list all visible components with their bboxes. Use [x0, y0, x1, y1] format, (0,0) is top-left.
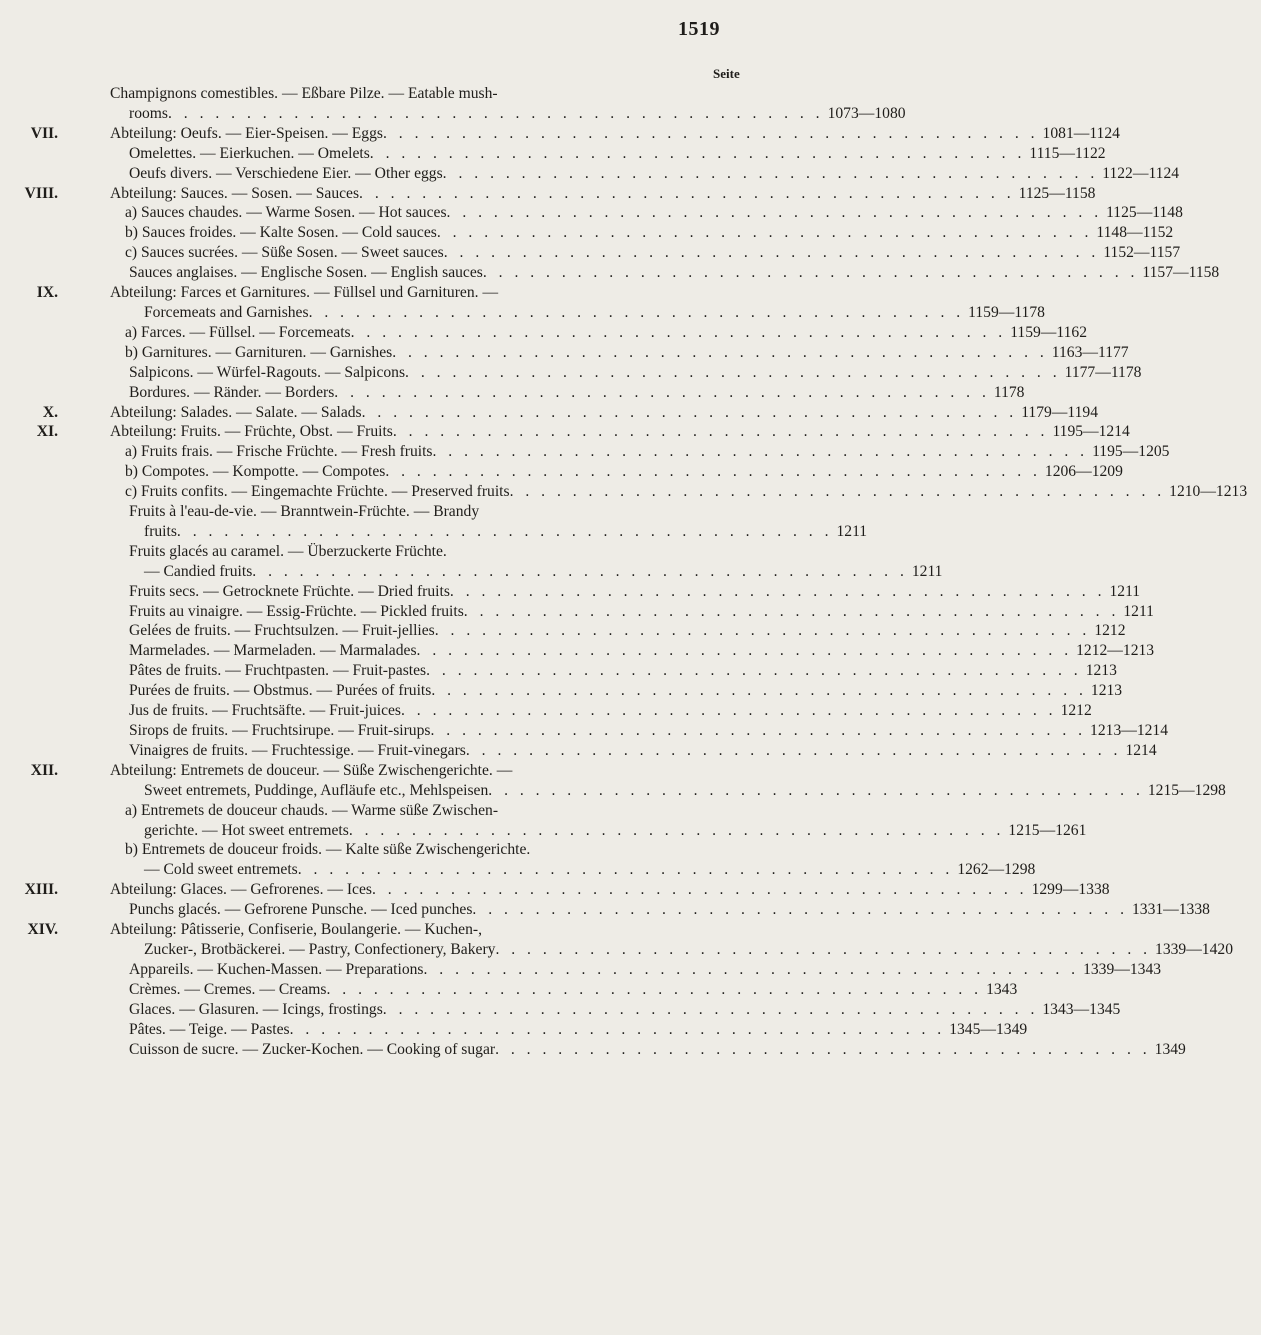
dot-leader: . . . . . . . . . . . . . . . . . . . . . . . . . . . . . . . . . . . . . . . . . .	[431, 682, 1087, 700]
toc-line	[22, 741, 1157, 761]
toc-entry	[22, 502, 868, 542]
toc-entry	[22, 184, 1096, 204]
page-range: 1211	[1109, 582, 1141, 600]
dot-leader: . . . . . . . . . . . . . . . . . . . . . . . . . . . . . . . . . . . . . . . . . .	[472, 901, 1128, 919]
dot-leader: . . . . . . . . . . . . . . . . . . . . . . . . . . . . . . . . . . . . . . . . . .	[416, 642, 1073, 660]
page-range: 1159—1178	[968, 303, 1045, 321]
toc-entry	[22, 542, 943, 582]
entry-title: Sweet entremets, Puddinge, Aufläufe etc., Mehlspeisen	[144, 781, 489, 799]
dot-leader: . . . . . . . . . . . . . . . . . . . . . . . . . . . . . . . . . . . . . . . . . .	[297, 861, 954, 879]
entry-title: Pâtes de fruits. — Fruchtpasten. — Fruit-pastes	[129, 662, 427, 680]
toc-line	[22, 920, 788, 940]
toc-entry	[22, 801, 1087, 841]
entry-title: gerichte. — Hot sweet entremets	[144, 821, 349, 839]
toc-line	[22, 84, 788, 104]
toc-entry	[22, 442, 1170, 462]
toc-line	[22, 104, 906, 124]
toc-line	[22, 403, 1099, 423]
toc-entry	[22, 283, 1045, 323]
page-range: 1262—1298	[957, 861, 1036, 879]
entry-title: a) Sauces chaudes. — Warme Sosen. — Hot sauces	[125, 204, 447, 222]
page-range: 1157—1158	[1142, 264, 1220, 282]
entry-title: Sauces anglaises. — Englische Sosen. — English sauces	[129, 264, 483, 282]
toc-entry	[22, 960, 1162, 980]
toc-entry	[22, 900, 1210, 920]
toc-line	[22, 462, 1123, 482]
entry-title: b) Sauces froides. — Kalte Sosen. — Cold sauces	[125, 224, 437, 242]
toc-line	[22, 223, 1174, 243]
page-range: 1339—1343	[1083, 960, 1162, 978]
toc-entry	[22, 422, 1130, 442]
page-range: 1213	[1090, 682, 1123, 700]
toc-line	[22, 343, 1129, 363]
dot-leader: . . . . . . . . . . . . . . . . . . . . . . . . . . . . . . . . . . . . . . . . . .	[350, 323, 1007, 341]
section-number: XI.	[36, 423, 58, 441]
toc-line	[22, 681, 1123, 701]
toc-entry	[22, 124, 1120, 144]
page-range: 1179—1194	[1021, 403, 1099, 421]
entry-title: Oeufs divers. — Verschiedene Eier. — Other eggs	[129, 164, 443, 182]
toc-line	[22, 263, 1220, 283]
toc-line	[22, 363, 1142, 383]
toc-entry	[22, 701, 1092, 721]
page-range: 1343	[986, 980, 1018, 998]
seite-column-label: Seite	[713, 66, 740, 81]
entry-title: Gelées de fruits. — Fruchtsulzen. — Fruit-jellies	[129, 622, 435, 640]
dot-leader: . . . . . . . . . . . . . . . . . . . . . . . . . . . . . . . . . . . . . . . . . .	[382, 124, 1039, 142]
dot-leader: . . . . . . . . . . . . . . . . . . . . . . . . . . . . . . . . . . . . . . . . . .	[369, 144, 1026, 162]
section-number: XIV.	[27, 921, 58, 939]
toc-line	[22, 383, 1025, 403]
toc-entry	[22, 403, 1099, 423]
toc-line	[22, 164, 1180, 184]
dot-leader: . . . . . . . . . . . . . . . . . . . . . . . . . . . . . . . . . . . . . . . . . .	[401, 702, 1057, 720]
entry-title: Fruits au vinaigre. — Essig-Früchte. — Pickled fruits	[129, 602, 464, 620]
dot-leader: . . . . . . . . . . . . . . . . . . . . . . . . . . . . . . . . . . . . . . . . . .	[436, 224, 1093, 242]
entry-title: Champignons comestibles. — Eßbare Pilze. — Eatable mush-	[110, 85, 498, 102]
dot-leader: . . . . . . . . . . . . . . . . . . . . . . . . . . . . . . . . . . . . . . . . . .	[252, 562, 908, 580]
page-range: 1211	[911, 562, 943, 580]
dot-leader: . . . . . . . . . . . . . . . . . . . . . . . . . . . . . . . . . . . . . . . . . .	[434, 622, 1091, 640]
entry-title: Glaces. — Glasuren. — Icings, frostings	[129, 1000, 383, 1018]
entry-title: Abteilung: Pâtisserie, Confiserie, Boulangerie. — Kuchen-,	[110, 921, 482, 939]
entry-title: Abteilung: Oeufs. — Eier-Speisen. — Eggs	[110, 124, 383, 142]
toc-line	[22, 184, 1096, 204]
entry-title: b) Garnitures. — Garnituren. — Garnishes	[125, 343, 393, 361]
dot-leader: . . . . . . . . . . . . . . . . . . . . . . . . . . . . . . . . . . . . . . . . . .	[167, 104, 824, 122]
dot-leader: . . . . . . . . . . . . . . . . . . . . . . . . . . . . . . . . . . . . . . . . . .	[463, 602, 1120, 620]
table-of-contents	[22, 84, 1248, 1059]
dot-leader: . . . . . . . . . . . . . . . . . . . . . . . . . . . . . . . . . . . . . . . . . .	[392, 343, 1048, 361]
toc-line	[22, 1000, 1121, 1020]
page-range: 1081—1124	[1042, 124, 1120, 142]
toc-entry	[22, 383, 1025, 403]
entry-title: Abteilung: Farces et Garnitures. — Füllsel und Garnituren. —	[110, 284, 499, 302]
page-range: 1125—1158	[1018, 184, 1096, 202]
dot-leader: . . . . . . . . . . . . . . . . . . . . . . . . . . . . . . . . . . . . . . . . . .	[430, 722, 1087, 739]
entry-title: a) Fruits frais. — Frische Früchte. — Fresh fruits	[125, 443, 433, 461]
entry-title: c) Fruits confits. — Eingemachte Früchte. — Preserved fruits	[125, 483, 510, 501]
toc-entry	[22, 1020, 1028, 1040]
toc-entry	[22, 323, 1088, 343]
page-range: 1177—1178	[1064, 363, 1142, 381]
page-range: 1349	[1154, 1040, 1186, 1058]
toc-line	[22, 661, 1117, 681]
page-range: 1214	[1125, 741, 1157, 759]
page-range: 1331—1338	[1131, 901, 1210, 919]
dot-leader: . . . . . . . . . . . . . . . . . . . . . . . . . . . . . . . . . . . . . . . . . .	[334, 383, 990, 401]
dot-leader: . . . . . . . . . . . . . . . . . . . . . . . . . . . . . . . . . . . . . . . . . .	[326, 980, 983, 998]
toc-entry	[22, 582, 1141, 602]
toc-entry	[22, 1040, 1186, 1060]
dot-leader: . . . . . . . . . . . . . . . . . . . . . . . . . . . . . . . . . . . . . . . . . .	[432, 443, 1089, 461]
toc-entry	[22, 243, 1181, 263]
page-range: 1343—1345	[1042, 1000, 1121, 1018]
entry-title: Fruits glacés au caramel. — Überzuckerte Früchte.	[129, 542, 447, 560]
toc-line	[22, 641, 1155, 661]
dot-leader: . . . . . . . . . . . . . . . . . . . . . . . . . . . . . . . . . . . . . . . . . .	[446, 204, 1103, 222]
section-number: VIII.	[24, 184, 58, 202]
dot-leader: . . . . . . . . . . . . . . . . . . . . . . . . . . . . . . . . . . . . . . . . . .	[308, 303, 965, 321]
toc-entry	[22, 84, 906, 124]
page-range: 1212—1213	[1076, 642, 1155, 660]
page-range: 1213	[1085, 662, 1117, 680]
entry-title: Punchs glacés. — Gefrorene Punsche. — Iced punches	[129, 901, 473, 919]
entry-title: Omelettes. — Eierkuchen. — Omelets	[129, 144, 370, 162]
toc-line	[22, 502, 788, 522]
page-range: 1122—1124	[1102, 164, 1180, 182]
toc-entry	[22, 203, 1183, 223]
toc-line	[22, 562, 943, 582]
toc-line	[22, 960, 1162, 980]
toc-line	[22, 243, 1181, 263]
dot-leader: . . . . . . . . . . . . . . . . . . . . . . . . . . . . . . . . . . . . . . . . . .	[449, 582, 1106, 600]
entry-title: Abteilung: Glaces. — Gefrorenes. — Ices	[110, 881, 372, 899]
toc-line	[22, 303, 1045, 323]
toc-line	[22, 840, 788, 860]
entry-title: Crèmes. — Cremes. — Creams	[129, 980, 327, 998]
toc-line	[22, 900, 1210, 920]
toc-entry	[22, 741, 1157, 761]
section-number: VII.	[30, 124, 58, 142]
dot-leader: . . . . . . . . . . . . . . . . . . . . . . . . . . . . . . . . . . . . . . . . . .	[488, 781, 1144, 799]
entry-title: — Cold sweet entremets	[144, 861, 298, 879]
toc-line	[22, 860, 1036, 880]
page-range: 1211	[1123, 602, 1154, 620]
toc-line	[22, 980, 1018, 1000]
toc-entry	[22, 602, 1154, 622]
toc-line	[22, 701, 1092, 721]
entry-title: Abteilung: Salades. — Salate. — Salads	[110, 403, 362, 421]
dot-leader: . . . . . . . . . . . . . . . . . . . . . . . . . . . . . . . . . . . . . . . . . .	[509, 483, 1166, 501]
dot-leader: . . . . . . . . . . . . . . . . . . . . . . . . . . . . . . . . . . . . . . . . . .	[495, 940, 1152, 958]
entry-title: Fruits à l'eau-de-vie. — Branntwein-Früchte. — Brandy	[129, 503, 480, 521]
page-range: 1115—1122	[1029, 144, 1106, 162]
entry-title: Abteilung: Sauces. — Sosen. — Sauces	[110, 184, 360, 202]
entry-title: b) Compotes. — Kompotte. — Compotes	[125, 463, 386, 481]
page-range: 1215—1261	[1008, 821, 1087, 839]
page-range: 1195—1214	[1052, 423, 1130, 441]
toc-entry	[22, 920, 1233, 960]
entry-title: Cuisson de sucre. — Zucker-Kochen. — Cooking of sugar	[129, 1040, 496, 1058]
section-number: IX.	[36, 284, 58, 302]
page-range: 1206—1209	[1044, 463, 1123, 481]
toc-line	[22, 542, 788, 562]
toc-line	[22, 124, 1120, 144]
toc-line	[22, 522, 868, 542]
entry-title: c) Sauces sucrées. — Süße Sosen. — Sweet sauces	[125, 244, 444, 262]
toc-line	[22, 940, 1233, 960]
toc-entry	[22, 482, 1248, 502]
dot-leader: . . . . . . . . . . . . . . . . . . . . . . . . . . . . . . . . . . . . . . . . . .	[442, 164, 1099, 182]
dot-leader: . . . . . . . . . . . . . . . . . . . . . . . . . . . . . . . . . . . . . . . . . .	[382, 1000, 1039, 1018]
toc-entry	[22, 641, 1155, 661]
section-number: XIII.	[24, 881, 58, 899]
dot-leader: . . . . . . . . . . . . . . . . . . . . . . . . . . . . . . . . . . . . . . . . . .	[392, 423, 1049, 441]
entry-title: Appareils. — Kuchen-Massen. — Preparations	[129, 960, 424, 978]
page-range: 1210—1213	[1169, 483, 1248, 501]
entry-title: Bordures. — Ränder. — Borders	[129, 383, 335, 401]
toc-line	[22, 323, 1088, 343]
page-range: 1212	[1094, 622, 1126, 640]
dot-leader: . . . . . . . . . . . . . . . . . . . . . . . . . . . . . . . . . . . . . . . . . .	[405, 363, 1061, 381]
toc-entry	[22, 164, 1180, 184]
section-number: X.	[42, 403, 58, 421]
toc-line	[22, 880, 1110, 900]
toc-entry	[22, 144, 1106, 164]
toc-line	[22, 821, 1087, 841]
page-range: 1125—1148	[1106, 204, 1183, 222]
toc-entry	[22, 343, 1129, 363]
dot-leader: . . . . . . . . . . . . . . . . . . . . . . . . . . . . . . . . . . . . . . . . . .	[443, 244, 1100, 262]
toc-entry	[22, 721, 1169, 741]
dot-leader: . . . . . . . . . . . . . . . . . . . . . . . . . . . . . . . . . . . . . . . . . .	[289, 1020, 946, 1038]
toc-entry	[22, 761, 1226, 801]
toc-line	[22, 203, 1183, 223]
toc-entry	[22, 980, 1018, 1000]
page-range: 1345—1349	[949, 1020, 1028, 1038]
toc-line	[22, 801, 788, 821]
page-range: 1211	[836, 522, 868, 540]
entry-title: Jus de fruits. — Fruchtsäfte. — Fruit-juices	[129, 702, 401, 720]
dot-leader: . . . . . . . . . . . . . . . . . . . . . . . . . . . . . . . . . . . . . . . . . .	[495, 1040, 1151, 1058]
toc-line	[22, 582, 1141, 602]
entry-title: Fruits secs. — Getrocknete Früchte. — Dried fruits	[129, 582, 450, 600]
entry-title: Pâtes. — Teige. — Pastes	[129, 1020, 290, 1038]
page-range: 1212	[1060, 702, 1092, 720]
toc-entry	[22, 223, 1174, 243]
page-range: 1215—1298	[1147, 781, 1226, 799]
page-number: 1519	[678, 18, 720, 40]
toc-line	[22, 422, 1130, 442]
page-range: 1163—1177	[1051, 343, 1129, 361]
toc-entry	[22, 621, 1126, 641]
entry-title: b) Entremets de douceur froids. — Kalte süße Zwischengerichte.	[125, 841, 531, 859]
toc-line	[22, 144, 1106, 164]
toc-entry	[22, 661, 1117, 681]
entry-title: rooms	[129, 104, 168, 122]
page-range: 1073—1080	[827, 104, 906, 122]
entry-title: a) Farces. — Füllsel. — Forcemeats	[125, 323, 351, 341]
toc-entry	[22, 681, 1123, 701]
page-range: 1152—1157	[1103, 244, 1181, 262]
dot-leader: . . . . . . . . . . . . . . . . . . . . . . . . . . . . . . . . . . . . . . . . . .	[176, 522, 833, 540]
page-range: 1339—1420	[1155, 940, 1233, 958]
toc-line	[22, 621, 1126, 641]
toc-entry	[22, 462, 1123, 482]
dot-leader: . . . . . . . . . . . . . . . . . . . . . . . . . . . . . . . . . . . . . . . . . .	[482, 264, 1139, 282]
entry-title: Marmelades. — Marmeladen. — Marmalades	[129, 642, 417, 660]
entry-title: Abteilung: Entremets de douceur. — Süße Zwischengerichte. —	[110, 761, 513, 779]
page-range: 1178	[993, 383, 1025, 401]
toc-line	[22, 781, 1226, 801]
toc-line	[22, 482, 1248, 502]
entry-title: Forcemeats and Garnishes	[144, 303, 309, 321]
dot-leader: . . . . . . . . . . . . . . . . . . . . . . . . . . . . . . . . . . . . . . . . . .	[348, 821, 1005, 839]
entry-title: a) Entremets de douceur chauds. — Warme süße Zwischen-	[125, 801, 499, 819]
dot-leader: . . . . . . . . . . . . . . . . . . . . . . . . . . . . . . . . . . . . . . . . . .	[423, 960, 1080, 978]
entry-title: Purées de fruits. — Obstmus. — Purées of fruits	[129, 682, 432, 700]
toc-line	[22, 721, 1169, 741]
entry-title: Salpicons. — Würfel-Ragouts. — Salpicons	[129, 363, 406, 381]
dot-leader: . . . . . . . . . . . . . . . . . . . . . . . . . . . . . . . . . . . . . . . . . .	[361, 403, 1018, 421]
toc-entry	[22, 880, 1110, 900]
toc-entry	[22, 840, 1036, 880]
page-range: 1148—1152	[1096, 224, 1174, 242]
dot-leader: . . . . . . . . . . . . . . . . . . . . . . . . . . . . . . . . . . . . . . . . . .	[426, 662, 1082, 680]
entry-title: Sirops de fruits. — Fruchtsirupe. — Fruit-sirups	[129, 722, 431, 739]
toc-entry	[22, 263, 1220, 283]
section-number: XII.	[30, 761, 58, 779]
dot-leader: . . . . . . . . . . . . . . . . . . . . . . . . . . . . . . . . . . . . . . . . . .	[371, 881, 1028, 899]
toc-line	[22, 602, 1154, 622]
toc-entry	[22, 1000, 1121, 1020]
page-range: 1159—1162	[1010, 323, 1088, 341]
dot-leader: . . . . . . . . . . . . . . . . . . . . . . . . . . . . . . . . . . . . . . . . . .	[385, 463, 1041, 481]
dot-leader: . . . . . . . . . . . . . . . . . . . . . . . . . . . . . . . . . . . . . . . . . .	[359, 184, 1015, 202]
entry-title: Zucker-, Brotbäckerei. — Pastry, Confectionery, Bakery	[144, 940, 496, 958]
toc-line	[22, 761, 788, 781]
toc-line	[22, 1020, 1028, 1040]
toc-line	[22, 1040, 1186, 1060]
entry-title: — Candied fruits	[144, 562, 253, 580]
toc-entry	[22, 363, 1142, 383]
dot-leader: . . . . . . . . . . . . . . . . . . . . . . . . . . . . . . . . . . . . . . . . . .	[465, 741, 1122, 759]
page-range: 1195—1205	[1092, 443, 1170, 461]
page-range: 1299—1338	[1031, 881, 1110, 899]
entry-title: Abteilung: Fruits. — Früchte, Obst. — Fruits	[110, 423, 393, 441]
toc-line	[22, 442, 1170, 462]
entry-title: Vinaigres de fruits. — Fruchtessige. — Fruit-vinegars	[129, 741, 466, 759]
entry-title: fruits	[144, 522, 177, 540]
page-range: 1213—1214	[1090, 722, 1169, 739]
toc-line	[22, 283, 788, 303]
